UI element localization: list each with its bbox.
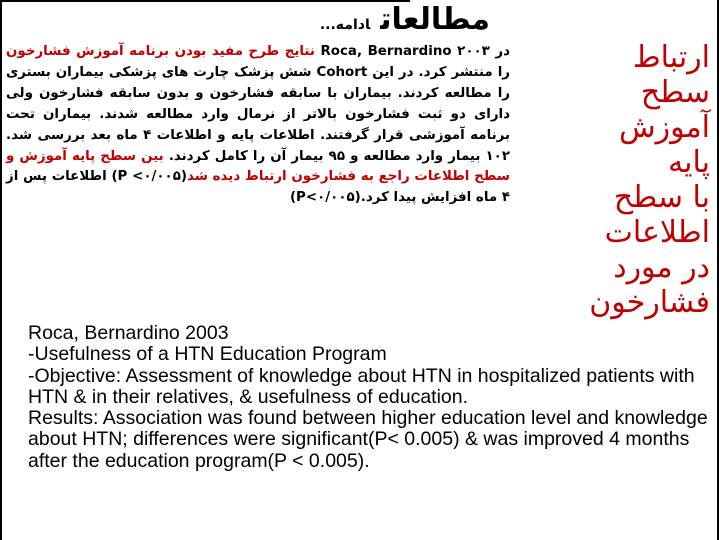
english-summary [28,323,708,472]
slide-border-right [717,0,719,540]
slide-border-left [0,0,2,540]
side-heading-line: فشارخون [589,285,710,320]
side-heading-line: در مورد [613,250,710,285]
persian-text: شش پزشک چارت های پزشکی بیماران بستری را مطالعه کردند. بیماران با سابقه فشارخون و بدون سابقه فشارخون ولی دارای دو ثبت فشارخون بالاتر از نرمال وارد مطالعه شدند. بیماران تحت برنامه آموزشی قرار گرفتند. اطلاعات پایه و اطلاعات ۴ ماه بعد بررسی شد. [6,64,511,143]
persian-highlight: بین سطح پایه آموزش و سطح اطلاعات راجع به فشارخون ارتباط دیده شد [6,148,510,185]
persian-text: ۱۰۲ بیمار وارد مطالعه و ۹۵ بیمار آن را کامل کردند. [168,148,511,164]
persian-text: را منتشر کرد. در این [372,64,511,80]
side-heading-line: اطلاعات [604,215,710,250]
side-heading-line: پایه [668,145,710,180]
author-name: Roca, Bernardino [320,44,452,59]
english-line: -Objective: Assessment of knowledge about HTN in hospitalized patients with HTN & in their relatives, & usefulness of education. [28,364,695,408]
side-heading-line: با سطح [613,180,710,215]
p-value: (P <۰/۰۰۵) [111,169,188,185]
side-heading-line: سطح [640,75,710,110]
study-type: Cohort [316,64,368,80]
persian-highlight: نتایج طرح مفید بودن برنامه آموزش فشارخون [6,44,315,59]
english-line: Roca, Bernardino 2003 [28,322,229,344]
side-heading [530,40,710,320]
persian-text: در ۲۰۰۳ [457,44,510,59]
title-main: مطالعات [380,2,490,37]
persian-paragraph [6,42,510,209]
side-heading-line: آموزش [618,110,710,145]
english-line: -Usefulness of a HTN Education Program [28,343,387,366]
title-continued: ادامه... [319,17,371,33]
slide-title [300,2,490,42]
english-line: Results: Association was found between higher education level and knowledge about HTN; differences were significant(P< 0.005) & was improved 4 months after the education program(P < 0.005). [28,407,708,472]
p-value: (P<۰/۰۰۵). [289,190,366,206]
persian-text: اطلاعات پس از ۴ ماه افزایش پیدا کرد [6,169,510,206]
side-heading-line: ارتباط [632,40,710,75]
